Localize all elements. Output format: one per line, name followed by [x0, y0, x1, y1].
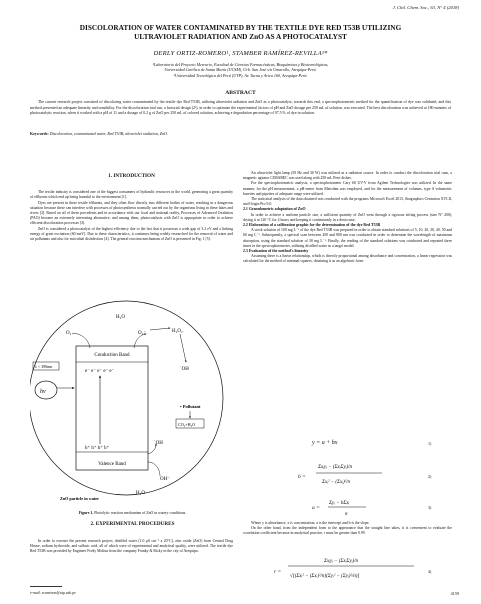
- subsection-2-3: 2.3 Evaluation of the method's linearity: [243, 249, 309, 254]
- right-column: [243, 171, 452, 265]
- right-paragraph-3: The statistical analysis of the data obtained was conducted with the programs Microsoft Excel 2013, Statgraphics Centurion XVI.II, and Origin Pro 9.0.: [243, 197, 452, 207]
- zno-particle-circle: [30, 301, 223, 495]
- journal-header: J. Chil. Chem. Soc., 63, N° 4 (2018): [392, 5, 459, 10]
- affiliation-1: ¹Laboratorio del Proyecto Mercurio, Facultad de Ciencias Farmacéuticas, Bioquímicas y Biotecnológicas,: [152, 62, 329, 67]
- intro-paragraph-1: The textile industry is considered one of the biggest consumers of hydraulic resources in the world, generating a great quantity of effluents which end up being harmful to the environment [1].: [30, 190, 233, 200]
- affiliation-3: ²Universidad Tecnológica del Perú (UTP), Av. Tacna y Arica 160, Arequipa-Perú.: [173, 72, 308, 78]
- valence-band-label: Valence Band: [98, 462, 126, 467]
- affiliation-2: Universidad Católica de Santa María (UCSM), Urb. San José s/n Umacollo, Arequipa-Perú.: [164, 67, 317, 73]
- title-line-1: DISCOLORATION OF WATER CONTAMINATED BY THE TEXTILE DYE RED T53B UTILIZING: [79, 23, 402, 32]
- oh-mid-label: ˙OH: [154, 441, 163, 446]
- oh-minus-label: OH⁻: [160, 477, 170, 482]
- svg-text:n: n: [345, 512, 348, 517]
- paper-title: [30, 24, 451, 41]
- svg-text:Σxᵢyᵢ − (ΣxᵢΣyᵢ)/n: Σxᵢyᵢ − (ΣxᵢΣyᵢ)/n: [318, 465, 353, 470]
- svg-text:Σyᵢ − bΣxᵢ: Σyᵢ − bΣxᵢ: [329, 501, 350, 506]
- light-source-icon: [35, 381, 57, 399]
- keywords-label: Keywords:: [30, 131, 49, 136]
- right-paragraph-1: An ultraviolet light lamp (50 Hz and 30 W) was utilized as a radiation source. In order to conduct the discoloration trial runs, a magnetic agitator CIMAREC was used along with 250 mL Petri dishes.: [243, 171, 452, 181]
- figure-1-caption: [30, 511, 235, 515]
- equation-2-number: 2): [428, 474, 432, 479]
- hv-label: hν: [40, 389, 46, 395]
- equation-1-number: 1): [428, 441, 432, 446]
- oh-top-label: ˙OH: [180, 367, 189, 372]
- experimental-heading-wrap: [30, 522, 235, 527]
- experimental-paragraph-1: In order to execute the present research project, distilled water (1.0 μS cm⁻¹ a 20°C), zinc oxide (ZnO) from Central Drug House, sodium hydroxide, and sulfuric acid, all of which were of experimental and analytical quality, were utilized. The textile dye Red T53B was provided by Engineer Fredy Molina from the company Franky & Ricky in the city of Arequipa.: [30, 539, 233, 554]
- footnote-rule: [30, 586, 62, 587]
- conduction-band-label: Conduction Band: [94, 353, 130, 358]
- co2-h2o-label: CO₂+H₂O: [178, 422, 196, 427]
- corresponding-email: e-mail: sramirezr@utp.edu.pe: [30, 591, 76, 595]
- right-paragraph-2: For the spectrophotometric analysis, a spectrophotometer Cary 60 UV-V from Agilent Technologies was utilized. In the same manner, for the pH measurement, a pH-meter from Metrohm was employed, and for the measurement of volumes, type A volumetric burettes and pipettes of adequate range were utilized.: [243, 181, 452, 196]
- equation-3-fraction: [326, 496, 376, 518]
- svg-text:h⁺ h⁺ h⁺ h⁺: h⁺ h⁺ h⁺ h⁺: [85, 446, 110, 451]
- intro-heading: 1. INTRODUCTION: [108, 173, 155, 179]
- equation-4-number: 4): [428, 569, 432, 574]
- o2-label: O₂: [66, 331, 72, 336]
- intro-paragraph-3: ZnO is considered a photocatalyst of the highest efficiency due to the fact that it possesses a wide gap of 3.2 eV and a linking energy of great excitation (60 meV). Due to these characteristics, it continues being widely researched for the removal of water and air pollutants and also for microbial disinfection [4]. The general reaction mechanism of ZnO is presented in Fig. 1 [5].: [30, 226, 233, 242]
- particle-label: ZnO particle in water: [60, 496, 99, 501]
- band-gap-box: [76, 346, 148, 470]
- experimental-heading: 2. EXPERIMENTAL PROCEDURES: [90, 521, 175, 527]
- svg-text:e⁻ e⁻ e⁻ e⁻ e⁻: e⁻ e⁻ e⁻ e⁻ e⁻: [85, 369, 115, 374]
- figure-1-mechanism: [30, 266, 238, 508]
- wavelength-label: λ < 390nm: [35, 364, 53, 369]
- svg-text:√[(Σxᵢ² − (Σxᵢ)²/n)(Σyᵢ² − (Σy: √[(Σxᵢ² − (Σxᵢ)²/n)(Σyᵢ² − (Σyᵢ)²/n)]: [290, 574, 360, 579]
- equation-2-lhs: b =: [298, 474, 306, 480]
- equation-2-fraction: [314, 458, 384, 488]
- equation-3-lhs: a =: [312, 505, 320, 511]
- pollutant-label: • Pollutant: [180, 404, 201, 409]
- o2-radical-label: O₂⁻: [138, 331, 146, 336]
- introduction-section: [30, 174, 233, 242]
- authors: DERLY ORTIZ-ROMERO¹, STAMBER RAMÍREZ-REVILLA²*: [153, 50, 328, 57]
- affiliations: [40, 62, 441, 78]
- right-column-bottom: [243, 521, 452, 537]
- abstract-text: [30, 100, 451, 117]
- caption-text: Photolytic reaction mechanism of ZnO in watery conditions.: [93, 511, 187, 515]
- h2o-bottom-label: H₂O: [136, 491, 145, 496]
- equation-3-number: 3): [428, 505, 432, 510]
- correlation-paragraph: On the other hand, from the independent form to the appearance that the straight line takes, it is convenient to evaluate the correlation coefficient because in analytical practice, r must be greater than 0.99.: [243, 526, 452, 536]
- subsection-2-2: 2.2 Elaboration of a calibration graphic for the determination of the dye Red T53B: [243, 223, 381, 228]
- svg-text:Σxᵢ² − (Σxᵢ)²/n: Σxᵢ² − (Σxᵢ)²/n: [322, 480, 351, 485]
- subsection-2-1-text: In order to achieve a uniform particle size, a sufficient quantity of ZnO went through a rigorous sifting process (size N° 200), drying it at 120 °C for 4 hours and keeping it continuously in a desiccator.: [243, 212, 452, 222]
- equation-1: y = a + bx: [312, 440, 338, 446]
- page-number: 4159: [450, 591, 459, 596]
- experimental-section: [30, 539, 233, 555]
- subsection-2-3-text: Assuming there is a linear relationship, which is directly proportional among absorbance and concentration, a linear regression was calculated for the method of minimal squares, obtaining it as an algebraic form:: [243, 254, 452, 264]
- abstract-heading: ABSTRACT: [225, 90, 256, 96]
- equation-4-fraction: [286, 553, 416, 583]
- h2o2-label: H₂O₂: [172, 329, 183, 334]
- svg-text:Σxᵢyᵢ − (ΣxᵢΣyᵢ)/n: Σxᵢyᵢ − (ΣxᵢΣyᵢ)/n: [324, 559, 359, 564]
- abstract-paragraph: The current research project consisted of discoloring water contaminated by the textile dye Red T53B, utilizing ultraviolet radiation and ZnO as a photocatalyst, towards this end, a spectrophotometric method for the quantification of dye was validated, and this method presented an adequate linearity and sensibility. For the discoloration trial run, a factorial design (2³), in order to optimize the experimental factors of pH and ZnO dosage per 250 mL of solution, was executed. The best discoloration was achieved at 180 minutes of photocatalytic reaction, when it worked with a pH of 11 and a dosage of 0.2 g of ZnO per 250 mL of colored solution, achieving a degradation percentage of 97.5 % of dye in solution.: [30, 100, 451, 116]
- title-line-2: ULTRAVIOLET RADIATION AND ZnO AS A PHOTOCATALYST: [134, 31, 347, 41]
- h2o-top-label: H₂O: [116, 315, 125, 320]
- subsection-2-2-text: A stock solution of 100 mg L⁻¹ of the dye Red T53B was prepared in order to obtain standard solutions of 5, 10, 20, 30, 40, 50 and 60 mg L⁻¹. Subsequently, a spectral scan between 200 and 800 nm was conducted in order to determine the wavelength of maximum absorption, using the standard solution of 30 mg L⁻¹. Finally, the reading of the standard solutions was conducted and repeated three times in the spectrophotometer, utilizing distilled water as a target model.: [243, 228, 452, 248]
- equation-4-lhs: r =: [274, 569, 282, 575]
- intro-paragraph-2: Dyes are present in these textile effluents, and they often flow directly into different bodies of water, resulting in a dangerous situation because these can interfere with processes of photosynthesis normally carried out by the organisms living in these lakes and rivers [2]. Based on all of these precedents and in accordance with our local and national reality, Processes of Advanced Oxidation (PAO) become an extremely interesting alternative, and among them, photocatalysis with ZnO is appropriate in order to achieve efficient discoloration processes [3].: [30, 200, 233, 226]
- where-paragraph: Where y is absorbance, x is concentration, a is the intercept and b is the slope.: [251, 521, 370, 525]
- caption-label: Figure 1.: [78, 511, 94, 515]
- keywords: [30, 131, 451, 136]
- keywords-list: Discoloration, contaminated water, Red T53B, ultraviolet radiation, ZnO.: [49, 131, 168, 136]
- subsection-2-1: 2.1 Granulometric adaptation of ZnO: [243, 207, 306, 212]
